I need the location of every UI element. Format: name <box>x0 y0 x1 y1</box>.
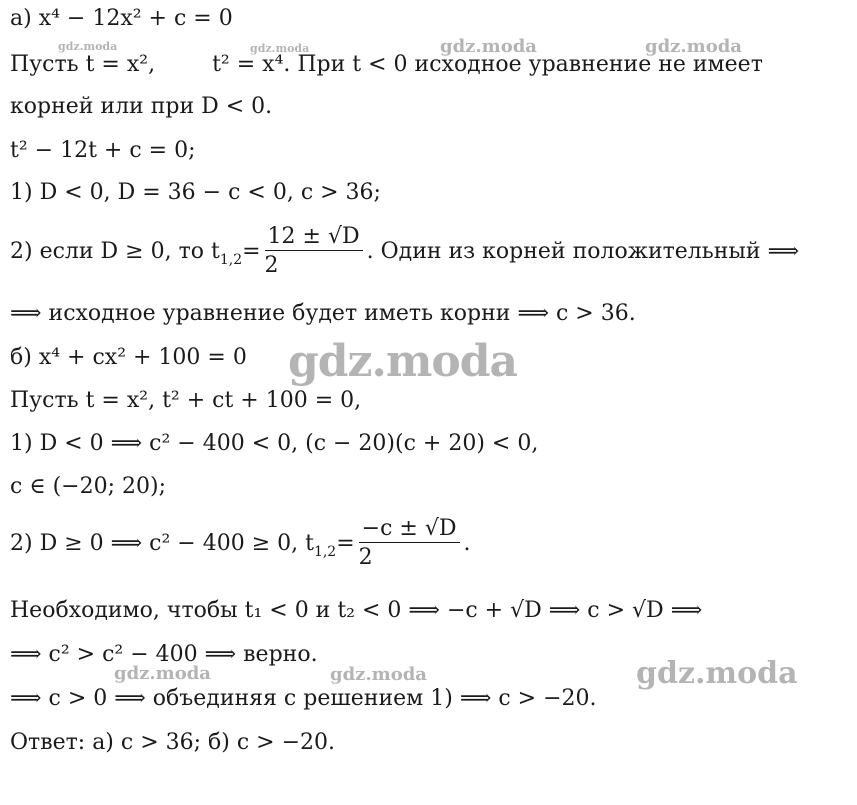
fraction-numerator: −c ± √D <box>359 518 460 543</box>
fraction-denominator: 2 <box>264 253 279 278</box>
part-a-roots-fraction <box>265 226 363 277</box>
part-b-requirement: Необходимо, чтобы t₁ < 0 и t₂ < 0 ⟹ −c + √D ⟹ c > √D ⟹ <box>10 598 703 623</box>
part-b-case-1: 1) D < 0 ⟹ c² − 400 < 0, (c − 20)(c + 20) < 0, <box>10 431 539 456</box>
part-b-verification: ⟹ c² > c² − 400 ⟹ верно. <box>10 642 318 667</box>
part-a-quadratic: t² − 12t + c = 0; <box>10 138 196 163</box>
part-b-equation: б) x⁴ + cx² + 100 = 0 <box>10 345 247 370</box>
part-b-substitution: Пусть t = x², t² + ct + 100 = 0, <box>10 388 362 413</box>
part-b-interval: c ∈ (−20; 20); <box>10 474 166 499</box>
part-a-equation: а) x⁴ − 12x² + c = 0 <box>10 6 233 31</box>
part-a-no-roots-condition: корней или при D < 0. <box>10 94 273 119</box>
watermark: gdz.moda <box>636 656 798 691</box>
part-a-case-2-subscript: 1,2 <box>219 251 243 268</box>
part-b-case-2 <box>10 518 471 569</box>
part-a-let-t: Пусть t = x², <box>10 52 156 77</box>
watermark: gdz.moda <box>330 664 427 685</box>
part-b-roots-fraction <box>359 518 460 569</box>
fraction-numerator: 12 ± √D <box>265 226 363 251</box>
answer-line: Ответ: а) c > 36; б) c > −20. <box>10 730 336 755</box>
part-a-case-2-conclusion: . Один из корней положительный ⟹ <box>366 238 800 264</box>
watermark: gdz.moda <box>58 40 118 53</box>
watermark: gdz.moda <box>645 36 742 57</box>
watermark-large: gdz.moda <box>288 336 518 387</box>
watermark: gdz.moda <box>440 36 537 57</box>
part-a-case-2-text: 2) если D ≥ 0, то t <box>10 238 220 264</box>
part-b-case-2-text: 2) D ≥ 0 ⟹ c² − 400 ≥ 0, t <box>10 530 314 556</box>
part-b-case-2-equals: = <box>336 530 355 556</box>
part-b-case-2-subscript: 1,2 <box>313 543 337 560</box>
watermark: gdz.moda <box>114 663 211 684</box>
part-b-case-2-period: . <box>463 530 471 556</box>
part-a-case-2-equals: = <box>242 238 261 264</box>
part-a-t-squared: t² = x⁴. При t < 0 исходное уравнение не имеет <box>212 52 763 77</box>
part-a-case-2 <box>10 226 799 277</box>
part-a-case-1: 1) D < 0, D = 36 − c < 0, c > 36; <box>10 180 381 205</box>
watermark: gdz.moda <box>250 42 310 55</box>
part-a-case-2-continuation: ⟹ исходное уравнение будет иметь корни ⟹ c > 36. <box>10 301 636 326</box>
fraction-denominator: 2 <box>358 545 373 570</box>
part-b-combination: ⟹ c > 0 ⟹ объединяя с решением 1) ⟹ c > −20. <box>10 686 597 711</box>
part-a-substitution <box>10 54 763 76</box>
